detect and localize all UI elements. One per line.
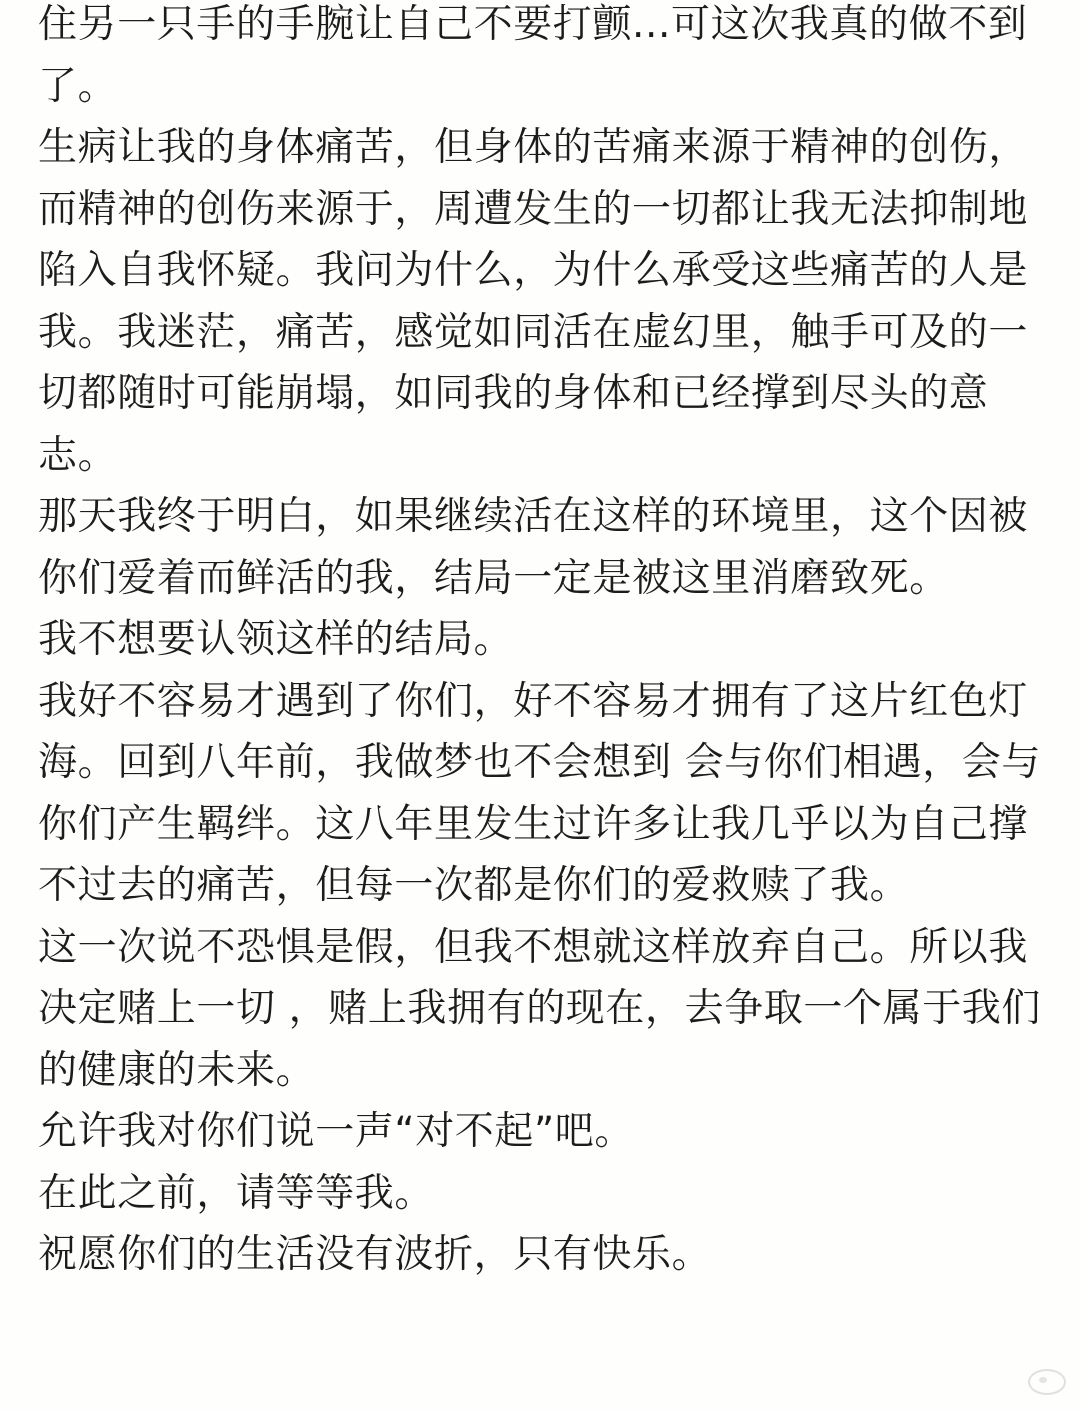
post-body <box>38 0 1048 1286</box>
paragraph-5: 我好不容易才遇到了你们，好不容易才拥有了这片红色灯海。回到八年前，我做梦也不会想到 会与你们相遇，会与你们产生羁绊。这八年里发生过许多让我几乎以为自己撑不过去的痛苦，但每一次都是你们的爱救赎了我。 <box>38 678 1041 908</box>
weibo-logo-icon <box>1028 1369 1066 1395</box>
paragraph-3: 那天我终于明白，如果继续活在这样的环境里，这个因被你们爱着而鲜活的我，结局一定是被这里消磨致死。 <box>38 494 1029 601</box>
watermark <box>1028 1369 1072 1395</box>
paragraph-6: 这一次说不恐惧是假，但我不想就这样放弃自己。所以我决定赌上一切 ，赌上我拥有的现在，去争取一个属于我们的健康的未来。 <box>38 924 1041 1093</box>
paragraph-1: 住另一只手的手腕让自己不要打颤...可这次我真的做不到了。 <box>38 2 1028 109</box>
paragraph-7: 允许我对你们说一声“对不起”吧。 <box>38 1109 635 1154</box>
paragraph-4: 我不想要认领这样的结局。 <box>38 617 514 662</box>
paragraph-8: 在此之前，请等等我。 <box>38 1170 435 1216</box>
paragraph-2: 生病让我的身体痛苦，但身体的苦痛来源于精神的创伤，而精神的创伤来源于，周遭发生的一切都让我无法抑制地陷入自我怀疑。我问为什么，为什么承受这些痛苦的人是我。我迷茫，痛苦，感觉如同活在虚幻里，触手可及的一切都随时可能崩塌，如同我的身体和已经撑到尽头的意志。 <box>38 125 1029 478</box>
paragraph-9: 祝愿你们的生活没有波折，只有快乐。 <box>38 1232 712 1277</box>
